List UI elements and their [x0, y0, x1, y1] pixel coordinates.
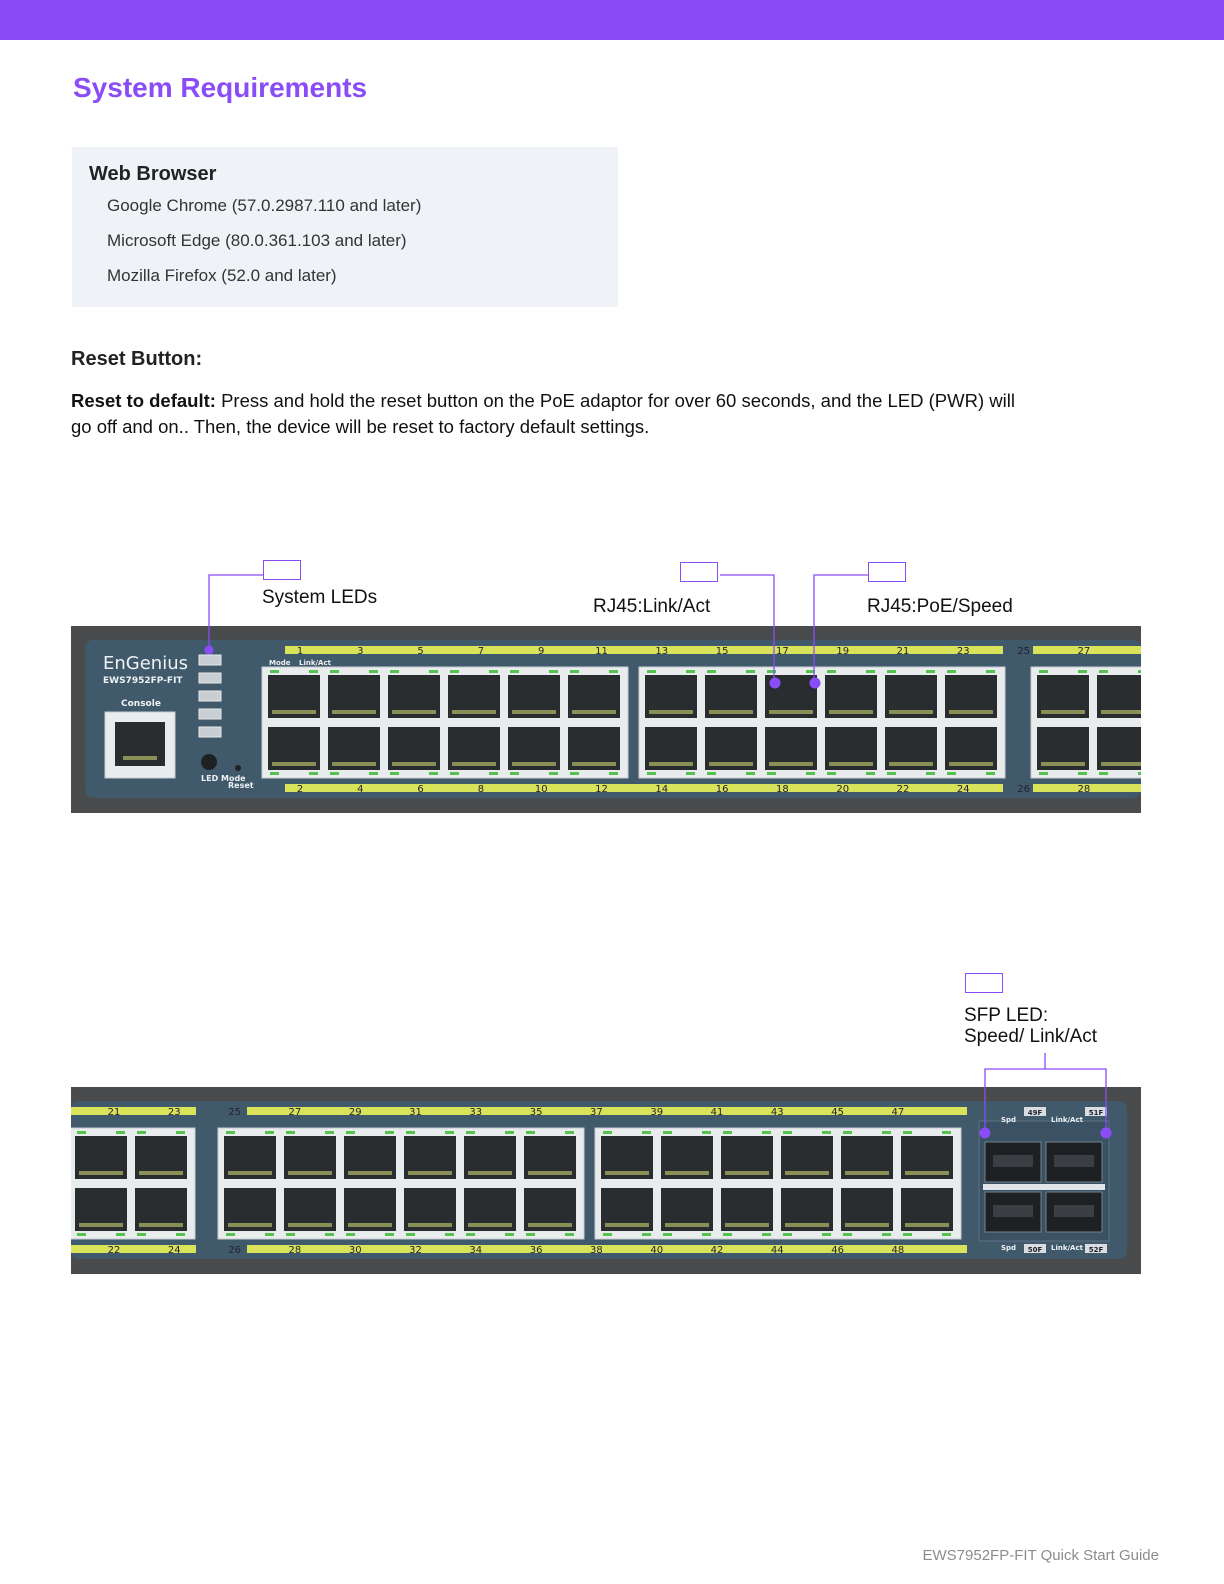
port-led	[903, 1131, 912, 1134]
port-led	[707, 772, 716, 775]
port-led	[270, 772, 279, 775]
port-led	[385, 1131, 394, 1134]
rj45-port-contacts	[1101, 710, 1141, 714]
rj45-port-contacts	[845, 1171, 889, 1175]
port-led	[609, 772, 618, 775]
port-led	[549, 670, 558, 673]
rj45-port-contacts	[769, 710, 813, 714]
port-led	[270, 670, 279, 673]
sfp-port-slot	[1054, 1155, 1094, 1167]
rj45-port-contacts	[139, 1223, 183, 1227]
rj45-port-contacts	[528, 1171, 572, 1175]
brand-logo: EnGenius	[103, 653, 188, 674]
reset-text: Press and hold the reset button on the PoE adaptor for over 60 seconds, and the LED (PWR) will go off and on.. Then, the device will be reset to factory default settings.	[71, 390, 1015, 437]
port-led	[565, 1233, 574, 1236]
console-port-contacts	[123, 756, 157, 760]
callout-rj45-poe: RJ45:PoE/Speed	[867, 596, 1013, 617]
rj45-port-contacts	[949, 710, 993, 714]
port-led	[767, 772, 776, 775]
port-led	[390, 772, 399, 775]
port-led	[746, 670, 755, 673]
browser-list	[107, 195, 421, 300]
port-led	[385, 1233, 394, 1236]
rj45-port-contacts	[709, 710, 753, 714]
port-led	[1078, 670, 1087, 673]
rj45-port-contacts	[288, 1223, 332, 1227]
rj45-port-contacts	[649, 710, 693, 714]
rj45-port-contacts	[468, 1223, 512, 1227]
rj45-port-contacts	[452, 710, 496, 714]
port-led	[642, 1131, 651, 1134]
rj45-port-contacts	[139, 1171, 183, 1175]
port-led	[330, 670, 339, 673]
port-led	[445, 1131, 454, 1134]
rj45-port-contacts	[649, 762, 693, 766]
callout-rj45-link: RJ45:Link/Act	[593, 596, 711, 617]
rj45-port-contacts	[1041, 710, 1085, 714]
system-led	[199, 655, 221, 665]
sfp-spd-label: Spd	[1001, 1244, 1017, 1252]
port-led	[843, 1233, 852, 1236]
bottom-port-number: 30	[348, 1245, 362, 1256]
top-port-number: 33	[469, 1107, 483, 1118]
top-port-number: 5	[417, 646, 424, 657]
top-port-number: 27	[1077, 646, 1091, 657]
rj45-port-contacts	[829, 710, 873, 714]
top-port-number: 25	[228, 1107, 241, 1118]
rj45-port-contacts	[228, 1171, 272, 1175]
port-led	[647, 772, 656, 775]
rj45-port-contacts	[228, 1223, 272, 1227]
sfp-link-label: Link/Act	[1051, 1116, 1083, 1124]
port-led	[866, 670, 875, 673]
web-browser-heading: Web Browser	[89, 163, 217, 185]
top-port-number: 37	[590, 1107, 603, 1118]
model-name: EWS7952FP-FIT	[103, 676, 183, 686]
top-port-number: 45	[831, 1107, 844, 1118]
rj45-port-contacts	[408, 1223, 452, 1227]
browser-item-firefox: Mozilla Firefox (52.0 and later)	[107, 266, 337, 285]
port-led	[942, 1233, 951, 1236]
rj45-port-contacts	[392, 710, 436, 714]
port-led	[767, 670, 776, 673]
port-led	[286, 1233, 295, 1236]
top-port-number: 9	[538, 646, 545, 657]
port-led	[489, 670, 498, 673]
port-led	[702, 1131, 711, 1134]
bottom-port-number: 24	[167, 1245, 181, 1256]
port-led	[882, 1131, 891, 1134]
rj45-port-contacts	[332, 762, 376, 766]
rj45-port-contacts	[665, 1171, 709, 1175]
port-led	[565, 1131, 574, 1134]
bottom-port-number: 8	[477, 784, 485, 795]
bottom-port-number: 4	[357, 784, 364, 795]
port-led	[942, 1131, 951, 1134]
port-led	[783, 1131, 792, 1134]
port-led	[489, 772, 498, 775]
callout-box-sfp	[965, 973, 1003, 993]
rj45-port-contacts	[392, 762, 436, 766]
port-led	[510, 670, 519, 673]
mode-label: Mode	[269, 659, 291, 667]
port-led	[887, 772, 896, 775]
port-led	[116, 1131, 125, 1134]
top-port-number: 31	[409, 1107, 422, 1118]
top-port-number: 27	[288, 1107, 302, 1118]
port-led	[843, 1131, 852, 1134]
rj45-port-contacts	[725, 1223, 769, 1227]
port-led	[505, 1131, 514, 1134]
port-led	[903, 1233, 912, 1236]
port-led	[286, 1131, 295, 1134]
bottom-port-number: 22	[107, 1245, 121, 1256]
bottom-port-number: 46	[831, 1245, 844, 1256]
top-port-number: 1	[296, 646, 304, 657]
port-led	[882, 1233, 891, 1236]
port-led	[325, 1233, 334, 1236]
top-port-number: 17	[776, 646, 789, 657]
bottom-port-number: 28	[1077, 784, 1091, 795]
rj45-port-contacts	[272, 762, 316, 766]
console-label: Console	[121, 699, 161, 709]
switch-front-panel-right	[71, 1087, 1141, 1274]
rj45-port-contacts	[348, 1171, 392, 1175]
system-led	[199, 727, 221, 737]
port-led	[330, 772, 339, 775]
port-led	[663, 1131, 672, 1134]
rj45-port-contacts	[79, 1223, 123, 1227]
rj45-port-contacts	[1041, 762, 1085, 766]
port-led	[822, 1131, 831, 1134]
port-led	[526, 1233, 535, 1236]
led-mode-label: LED Mode	[201, 774, 246, 783]
bottom-port-number: 6	[417, 784, 424, 795]
port-led	[746, 772, 755, 775]
rj45-port-contacts	[288, 1171, 332, 1175]
link-act-label: Link/Act	[299, 659, 331, 667]
rj45-port-contacts	[709, 762, 753, 766]
callout-box-rj45-poe	[868, 562, 906, 582]
port-led	[686, 670, 695, 673]
page-title: System Requirements	[73, 72, 368, 103]
port-led	[762, 1131, 771, 1134]
rj45-port-contacts	[845, 1223, 889, 1227]
rj45-port-contacts	[512, 762, 556, 766]
port-led	[609, 670, 618, 673]
port-led	[526, 1131, 535, 1134]
bottom-port-number: 36	[529, 1245, 543, 1256]
switch-left-graphic	[71, 626, 1141, 813]
rj45-port-contacts	[348, 1223, 392, 1227]
rj45-port-contacts	[79, 1171, 123, 1175]
port-led	[466, 1233, 475, 1236]
bottom-port-number: 34	[469, 1245, 483, 1256]
system-led	[199, 709, 221, 719]
top-port-number: 23	[956, 646, 970, 657]
browser-item-edge: Microsoft Edge (80.0.361.103 and later)	[107, 231, 407, 250]
top-port-number: 13	[655, 646, 669, 657]
bottom-port-number: 14	[655, 784, 669, 795]
top-port-number: 21	[107, 1107, 121, 1118]
top-port-number: 41	[710, 1107, 724, 1118]
rj45-port-contacts	[905, 1171, 949, 1175]
top-port-number: 47	[891, 1107, 905, 1118]
port-led	[887, 670, 896, 673]
port-led	[369, 772, 378, 775]
port-led	[926, 670, 935, 673]
led-mode-button	[201, 754, 217, 770]
port-led	[445, 1233, 454, 1236]
port-led	[265, 1233, 274, 1236]
rj45-port-contacts	[332, 710, 376, 714]
port-led	[603, 1131, 612, 1134]
rj45-port-contacts	[605, 1171, 649, 1175]
port-led	[822, 1233, 831, 1236]
port-led	[346, 1233, 355, 1236]
bottom-port-number: 20	[836, 784, 850, 795]
page-footer: EWS7952FP-FIT Quick Start Guide	[922, 1547, 1159, 1564]
reset-description	[71, 388, 1031, 440]
port-led	[806, 670, 815, 673]
rj45-port-contacts	[528, 1223, 572, 1227]
bottom-port-number: 22	[896, 784, 910, 795]
port-led	[137, 1233, 146, 1236]
sfp-51f-label: 51F	[1088, 1109, 1104, 1117]
switch-right-graphic	[71, 1087, 1141, 1274]
port-led	[986, 670, 995, 673]
sfp-49f-label: 49F	[1027, 1109, 1043, 1117]
callout-box-system-leds	[263, 560, 301, 580]
bottom-port-number: 12	[595, 784, 608, 795]
port-led	[226, 1131, 235, 1134]
port-led	[450, 670, 459, 673]
header-bar	[0, 0, 1224, 40]
port-led	[406, 1233, 415, 1236]
rj45-port-contacts	[785, 1171, 829, 1175]
system-led	[199, 673, 221, 683]
port-label-strip	[285, 784, 1003, 792]
port-led	[723, 1233, 732, 1236]
reset-heading: Reset Button:	[71, 348, 203, 370]
rj45-port-contacts	[452, 762, 496, 766]
port-led	[642, 1233, 651, 1236]
port-led	[827, 670, 836, 673]
switch-front-panel-left	[71, 626, 1141, 813]
port-led	[570, 670, 579, 673]
bottom-port-number: 42	[710, 1245, 724, 1256]
port-led	[265, 1131, 274, 1134]
sfp-port-slot	[1054, 1205, 1094, 1217]
port-led	[390, 670, 399, 673]
top-port-number: 39	[650, 1107, 664, 1118]
port-label-strip	[285, 646, 1003, 654]
top-port-number: 35	[529, 1107, 543, 1118]
port-led	[986, 772, 995, 775]
port-led	[707, 670, 716, 673]
port-led	[309, 670, 318, 673]
top-port-number: 25	[1017, 646, 1030, 657]
rj45-port-contacts	[572, 710, 616, 714]
top-port-number: 15	[715, 646, 729, 657]
sfp-52f-label: 52F	[1088, 1246, 1104, 1254]
port-led	[116, 1233, 125, 1236]
reset-label: Reset to default:	[71, 390, 216, 411]
port-led	[346, 1131, 355, 1134]
port-led	[1039, 772, 1048, 775]
port-led	[762, 1233, 771, 1236]
port-led	[702, 1233, 711, 1236]
top-port-number: 3	[357, 646, 364, 657]
bottom-port-number: 32	[409, 1245, 422, 1256]
port-led	[325, 1131, 334, 1134]
browser-item-chrome: Google Chrome (57.0.2987.110 and later)	[107, 196, 422, 215]
port-led	[429, 670, 438, 673]
callout-box-rj45-link	[680, 562, 718, 582]
sfp-link-label: Link/Act	[1051, 1244, 1083, 1252]
port-led	[1078, 772, 1087, 775]
port-led	[663, 1233, 672, 1236]
bottom-port-number: 24	[956, 784, 970, 795]
port-led	[647, 670, 656, 673]
port-led	[926, 772, 935, 775]
rj45-port-contacts	[829, 762, 873, 766]
bottom-port-number: 10	[534, 784, 548, 795]
port-led	[570, 772, 579, 775]
rj45-port-contacts	[468, 1171, 512, 1175]
port-led	[783, 1233, 792, 1236]
port-led	[429, 772, 438, 775]
bottom-port-number: 26	[1017, 784, 1030, 795]
port-led	[1039, 670, 1048, 673]
port-led	[947, 772, 956, 775]
callout-system-leds: System LEDs	[262, 587, 378, 608]
rj45-port-contacts	[769, 762, 813, 766]
top-port-number: 23	[167, 1107, 181, 1118]
port-led	[947, 670, 956, 673]
port-led	[466, 1131, 475, 1134]
port-led	[603, 1233, 612, 1236]
rj45-port-contacts	[725, 1171, 769, 1175]
callout-sfp-line1: SFP LED:	[964, 1005, 1049, 1026]
port-led	[1099, 772, 1108, 775]
rj45-port-contacts	[572, 762, 616, 766]
port-led	[309, 772, 318, 775]
system-led	[199, 691, 221, 701]
port-led	[866, 772, 875, 775]
bottom-port-number: 44	[770, 1245, 784, 1256]
port-led	[1138, 772, 1141, 775]
top-port-number: 21	[896, 646, 910, 657]
bottom-port-number: 16	[715, 784, 729, 795]
port-led	[549, 772, 558, 775]
port-led	[723, 1131, 732, 1134]
port-led	[1138, 670, 1141, 673]
rj45-port-contacts	[408, 1171, 452, 1175]
port-led	[450, 772, 459, 775]
top-port-number: 43	[770, 1107, 784, 1118]
callout-sfp-line2: Speed/ Link/Act	[964, 1026, 1098, 1047]
bottom-port-number: 28	[288, 1245, 302, 1256]
rj45-port-contacts	[512, 710, 556, 714]
port-led	[510, 772, 519, 775]
port-led	[1099, 670, 1108, 673]
port-led	[176, 1131, 185, 1134]
port-led	[369, 670, 378, 673]
top-port-number: 7	[477, 646, 485, 657]
top-port-number: 19	[836, 646, 850, 657]
rj45-port-contacts	[605, 1223, 649, 1227]
web-browser-box	[72, 147, 618, 307]
top-port-number: 11	[595, 646, 608, 657]
bottom-port-number: 26	[228, 1245, 241, 1256]
reset-label: Reset	[228, 781, 254, 790]
sfp-port-slot	[993, 1205, 1033, 1217]
port-led	[226, 1233, 235, 1236]
bottom-port-number: 48	[891, 1245, 905, 1256]
sfp-spd-label: Spd	[1001, 1116, 1017, 1124]
sfp-led-strip	[983, 1184, 1105, 1190]
rj45-port-contacts	[949, 762, 993, 766]
bottom-port-number: 18	[776, 784, 789, 795]
port-led	[686, 772, 695, 775]
bottom-port-number: 38	[590, 1245, 603, 1256]
port-led	[176, 1233, 185, 1236]
sfp-port-slot	[993, 1155, 1033, 1167]
rj45-port-contacts	[905, 1223, 949, 1227]
rj45-port-contacts	[889, 762, 933, 766]
port-led	[77, 1131, 86, 1134]
rj45-port-contacts	[272, 710, 316, 714]
rj45-port-contacts	[889, 710, 933, 714]
port-led	[406, 1131, 415, 1134]
rj45-port-contacts	[785, 1223, 829, 1227]
reset-pinhole	[235, 765, 241, 771]
port-led	[137, 1131, 146, 1134]
rj45-port-contacts	[665, 1223, 709, 1227]
top-port-number: 29	[348, 1107, 362, 1118]
sfp-50f-label: 50F	[1027, 1246, 1043, 1254]
rj45-port-contacts	[1101, 762, 1141, 766]
bottom-port-number: 40	[650, 1245, 664, 1256]
bottom-port-number: 2	[296, 784, 304, 795]
port-led	[827, 772, 836, 775]
port-led	[806, 772, 815, 775]
port-led	[505, 1233, 514, 1236]
port-led	[77, 1233, 86, 1236]
